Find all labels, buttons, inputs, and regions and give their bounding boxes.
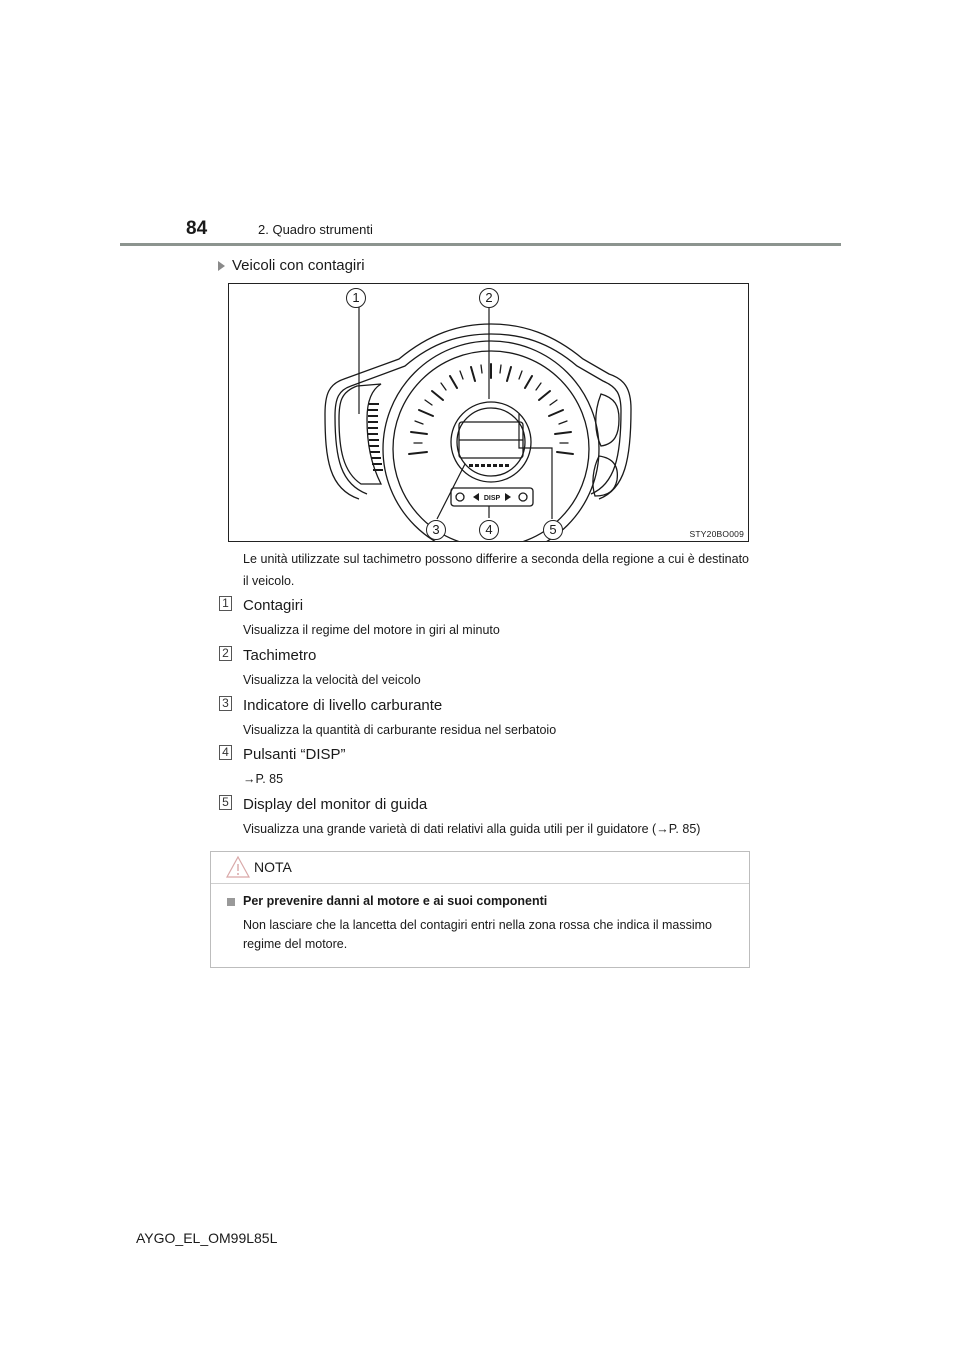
nota-heading: Per prevenire danni al motore e ai suoi componenti [243,894,548,908]
figure-note: Le unità utilizzate sul tachimetro possono differire a seconda della regione a cui è destinato il veicolo. [243,552,749,588]
figure-code: STY20BO009 [689,529,744,539]
right-pod [596,394,619,446]
item-number-badge: 2 [219,646,232,661]
callout-3: 3 [426,520,446,540]
item-number-badge: 3 [219,696,232,711]
item-number-badge: 4 [219,745,232,760]
item-description: Visualizza una grande varietà di dati relativi alla guida utili per il guidatore (→P. 85) [243,822,701,836]
section-title: 2. Quadro strumenti [258,222,373,237]
sub-heading [218,257,365,274]
callout-1: 1 [346,288,366,308]
item-title: Display del monitor di guida [243,796,428,813]
disp-right-knob [519,493,527,501]
sub-heading-text: Veicoli con contagiri [232,257,365,274]
item-description: Visualizza la velocità del veicolo [243,673,421,687]
right-pod-lower [593,456,617,496]
item-number-badge: 1 [219,596,232,611]
disp-left-knob [456,493,464,501]
callout-2: 2 [479,288,499,308]
disp-label: DISP [483,495,501,502]
footer-code: AYGO_EL_OM99L85L [136,1230,278,1246]
item-description: Visualizza il regime del motore in giri al minuto [243,623,500,637]
nota-title: NOTA [254,859,292,875]
item-description: Visualizza la quantità di carburante residua nel serbatoio [243,723,557,737]
leader-line-3 [437,464,465,519]
warning-triangle-icon [225,855,251,879]
item-title: Tachimetro [243,647,317,664]
item-title: Contagiri [243,597,304,614]
speedometer-inner-ring [393,351,589,541]
nota-box [210,851,750,968]
item-page-reference: →P. 85 [243,772,284,786]
header-rule [120,243,841,246]
page-number: 84 [186,218,208,239]
instrument-cluster-illustration [229,284,748,541]
nota-body: Non lasciare che la lancetta del contagiri entri nella zona rossa che indica il massimo regime del motore. [243,918,712,951]
leader-line-5 [519,414,552,519]
item-title: Pulsanti “DISP” [243,746,346,763]
square-bullet-icon [227,898,235,906]
item-title: Indicatore di livello carburante [243,697,443,714]
nota-divider [211,883,749,884]
callout-5: 5 [543,520,563,540]
item-number-badge: 5 [219,795,232,810]
callout-4: 4 [479,520,499,540]
instrument-cluster-figure [228,283,749,542]
triangle-bullet-icon [218,261,225,271]
